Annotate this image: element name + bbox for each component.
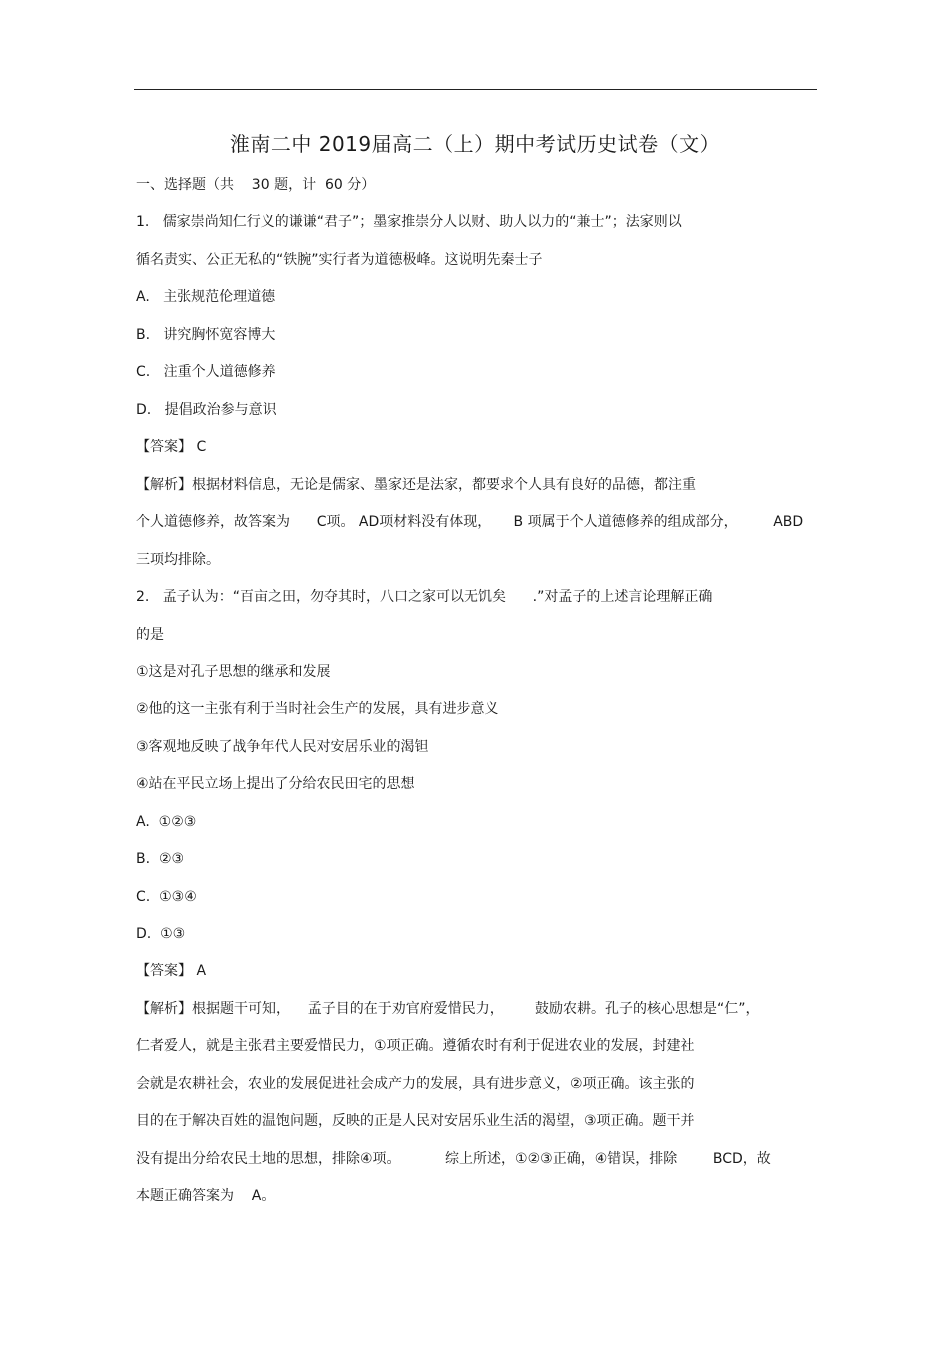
q1-analysis-line-1: 【解析】根据材料信息，无论是儒家、墨家还是法家，都要求个人具有良好的品德，都注重 xyxy=(136,477,696,493)
q2-answer: 【答案】 A xyxy=(136,963,207,979)
q1-option-d: D. 提倡政治参与意识 xyxy=(136,402,277,418)
q2-stem-line-2: 的是 xyxy=(136,627,164,643)
page-title: 淮南二中 2019届高二（上）期中考试历史试卷（文） xyxy=(229,132,721,156)
q2-analysis-line-3: 会就是农耕社会，农业的发展促进社会成产力的发展，具有进步意义，②项正确。该主张的 xyxy=(136,1076,695,1092)
q1-answer: 【答案】 C xyxy=(136,439,207,455)
q2-option-b: B. ②③ xyxy=(136,851,185,867)
section-header: 一、选择题（共 30 题，计 60 分） xyxy=(136,177,376,193)
q2-analysis-line-5: 没有提出分给农民土地的思想，排除④项。 综上所述，①②③正确，④错误，排除 BCD，故 xyxy=(136,1151,771,1167)
q2-option-c: C. ①③④ xyxy=(136,889,197,905)
q2-analysis-line-6: 本题正确答案为 A。 xyxy=(136,1188,276,1204)
q2-statement-4: ④站在平民立场上提出了分给农民田宅的思想 xyxy=(136,776,415,792)
q1-option-b: B. 讲究胸怀宽容博大 xyxy=(136,327,276,343)
q1-stem-line-2: 循名责实、公正无私的“铁腕”实行者为道德极峰。这说明先秦士子 xyxy=(136,252,543,268)
q2-option-d: D. ①③ xyxy=(136,926,186,942)
q2-option-a: A. ①②③ xyxy=(136,814,197,830)
q2-analysis-line-4: 目的在于解决百姓的温饱问题，反映的正是人民对安居乐业生活的渴望，③项正确。题干并 xyxy=(136,1113,695,1129)
q2-statement-1: ①这是对孔子思想的继承和发展 xyxy=(136,664,331,680)
q2-statement-2: ②他的这一主张有利于当时社会生产的发展，具有进步意义 xyxy=(136,701,499,717)
q2-analysis-line-1: 【解析】根据题干可知， 孟子目的在于劝官府爱惜民力， 鼓励农耕。孔子的核心思想是“仁”， xyxy=(136,1001,760,1017)
header-rule xyxy=(134,89,817,90)
q2-statement-3: ③客观地反映了战争年代人民对安居乐业的渴钽 xyxy=(136,739,429,755)
q2-stem-line-1: 2. 孟子认为：“百亩之田，勿夺其时，八口之家可以无饥矣 .”对孟子的上述言论理解正确 xyxy=(136,589,713,605)
q2-analysis-line-2: 仁者爱人，就是主张君主要爱惜民力，①项正确。遵循农时有利于促进农业的发展，封建社 xyxy=(136,1038,695,1054)
q1-analysis-line-3: 三项均排除。 xyxy=(136,552,220,568)
q1-option-c: C. 注重个人道德修养 xyxy=(136,364,276,380)
q1-option-a: A. 主张规范伦理道德 xyxy=(136,289,276,305)
q1-analysis-line-2: 个人道德修养，故答案为 C项。 AD项材料没有体现， B 项属于个人道德修养的组成部分， ABD xyxy=(136,514,804,530)
q1-stem-line-1: 1. 儒家崇尚知仁行义的谦谦“君子”；墨家推崇分人以财、助人以力的“兼士”；法家则以 xyxy=(136,214,682,230)
